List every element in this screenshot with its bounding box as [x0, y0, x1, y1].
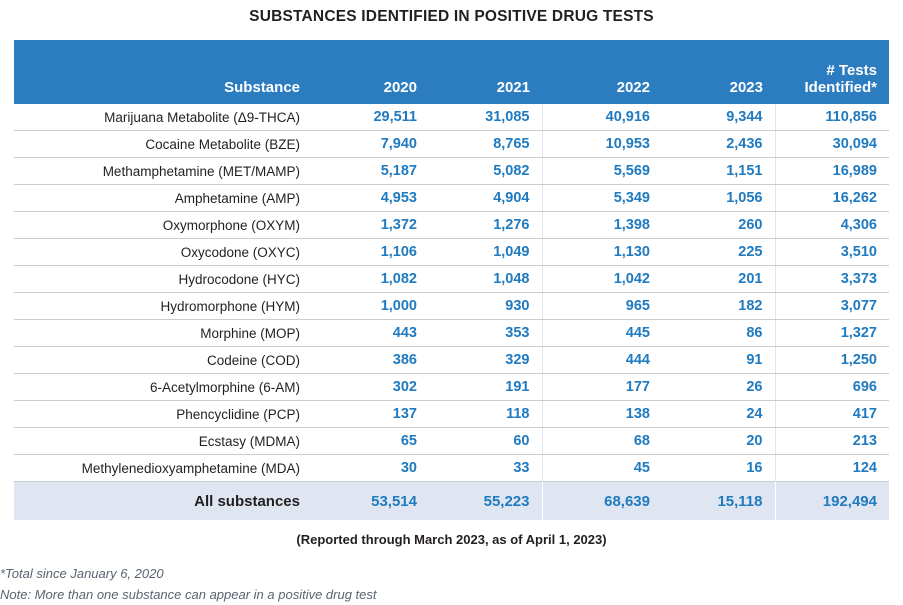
table-footer	[14, 482, 889, 521]
cell-substance: Methylenedioxyamphetamine (MDA)	[14, 455, 316, 482]
footnote-note: Note: More than one substance can appear in a positive drug test	[0, 587, 377, 602]
table-row	[14, 455, 889, 482]
table-row	[14, 131, 889, 158]
cell-total: 1,250	[775, 347, 889, 374]
cell-2021: 1,048	[429, 266, 542, 293]
cell-total: 3,077	[775, 293, 889, 320]
cell-2020: 5,187	[316, 158, 429, 185]
table-row	[14, 320, 889, 347]
table-header	[14, 40, 889, 104]
cell-2022: 177	[542, 374, 662, 401]
cell-total-2022: 68,639	[542, 482, 662, 521]
cell-2023: 9,344	[662, 104, 775, 131]
cell-2021: 191	[429, 374, 542, 401]
cell-2023: 20	[662, 428, 775, 455]
cell-2022: 965	[542, 293, 662, 320]
cell-2023: 86	[662, 320, 775, 347]
footnotes	[0, 532, 903, 605]
table-row	[14, 401, 889, 428]
cell-total: 3,510	[775, 239, 889, 266]
cell-total-label: All substances	[14, 482, 316, 521]
cell-2022: 45	[542, 455, 662, 482]
cell-2021: 8,765	[429, 131, 542, 158]
cell-2020: 29,511	[316, 104, 429, 131]
cell-substance: Hydrocodone (HYC)	[14, 266, 316, 293]
table-header-row	[14, 40, 889, 104]
cell-2023: 16	[662, 455, 775, 482]
table-row	[14, 347, 889, 374]
cell-2022: 1,130	[542, 239, 662, 266]
table-row	[14, 104, 889, 131]
cell-total: 30,094	[775, 131, 889, 158]
page-title: SUBSTANCES IDENTIFIED IN POSITIVE DRUG TESTS	[249, 8, 654, 25]
cell-2022: 40,916	[542, 104, 662, 131]
substances-table	[14, 40, 889, 520]
table-row	[14, 158, 889, 185]
cell-total-2023: 15,118	[662, 482, 775, 521]
cell-2020: 137	[316, 401, 429, 428]
cell-2020: 30	[316, 455, 429, 482]
cell-substance: Hydromorphone (HYM)	[14, 293, 316, 320]
cell-2022: 1,398	[542, 212, 662, 239]
cell-2021: 4,904	[429, 185, 542, 212]
cell-substance: Codeine (COD)	[14, 347, 316, 374]
table-row	[14, 266, 889, 293]
footnote-total-since: *Total since January 6, 2020	[0, 566, 164, 581]
table-container	[14, 40, 889, 520]
cell-2020: 443	[316, 320, 429, 347]
cell-2023: 201	[662, 266, 775, 293]
table-row	[14, 212, 889, 239]
cell-2021: 1,276	[429, 212, 542, 239]
cell-2021: 5,082	[429, 158, 542, 185]
column-header-2022: 2022	[616, 79, 650, 96]
cell-substance: 6-Acetylmorphine (6-AM)	[14, 374, 316, 401]
cell-2021: 118	[429, 401, 542, 428]
footnote-reported: (Reported through March 2023, as of April 1, 2023)	[296, 532, 607, 547]
cell-2022: 10,953	[542, 131, 662, 158]
cell-total: 124	[775, 455, 889, 482]
column-header-2021: 2021	[496, 79, 530, 96]
cell-substance: Oxycodone (OXYC)	[14, 239, 316, 266]
cell-total: 3,373	[775, 266, 889, 293]
cell-2020: 7,940	[316, 131, 429, 158]
cell-2023: 182	[662, 293, 775, 320]
table-row	[14, 374, 889, 401]
cell-2023: 1,151	[662, 158, 775, 185]
cell-total: 1,327	[775, 320, 889, 347]
cell-total-2020: 53,514	[316, 482, 429, 521]
cell-substance: Oxymorphone (OXYM)	[14, 212, 316, 239]
cell-substance: Cocaine Metabolite (BZE)	[14, 131, 316, 158]
cell-2022: 5,569	[542, 158, 662, 185]
table-row	[14, 428, 889, 455]
cell-2023: 260	[662, 212, 775, 239]
cell-2023: 26	[662, 374, 775, 401]
column-header-substance: Substance	[224, 79, 300, 96]
cell-2022: 138	[542, 401, 662, 428]
cell-2020: 65	[316, 428, 429, 455]
cell-2021: 329	[429, 347, 542, 374]
cell-2022: 5,349	[542, 185, 662, 212]
cell-substance: Methamphetamine (MET/MAMP)	[14, 158, 316, 185]
cell-2020: 1,372	[316, 212, 429, 239]
cell-substance: Amphetamine (AMP)	[14, 185, 316, 212]
column-header-tests-identified	[775, 40, 889, 104]
cell-2021: 60	[429, 428, 542, 455]
cell-total-2021: 55,223	[429, 482, 542, 521]
cell-total: 213	[775, 428, 889, 455]
column-header-tests-identified-line1: # Tests	[826, 62, 877, 79]
cell-2023: 225	[662, 239, 775, 266]
cell-2023: 24	[662, 401, 775, 428]
cell-total: 16,262	[775, 185, 889, 212]
cell-2020: 4,953	[316, 185, 429, 212]
cell-2023: 1,056	[662, 185, 775, 212]
cell-2020: 1,106	[316, 239, 429, 266]
cell-total-all: 192,494	[775, 482, 889, 521]
table-row	[14, 293, 889, 320]
cell-2020: 386	[316, 347, 429, 374]
cell-total: 696	[775, 374, 889, 401]
cell-2020: 1,082	[316, 266, 429, 293]
cell-substance: Ecstasy (MDMA)	[14, 428, 316, 455]
column-header-2020: 2020	[383, 79, 417, 96]
cell-2022: 68	[542, 428, 662, 455]
table-body	[14, 104, 889, 482]
cell-2021: 33	[429, 455, 542, 482]
cell-2021: 353	[429, 320, 542, 347]
table-row	[14, 185, 889, 212]
cell-total: 110,856	[775, 104, 889, 131]
cell-substance: Marijuana Metabolite (Δ9-THCA)	[14, 104, 316, 131]
cell-substance: Morphine (MOP)	[14, 320, 316, 347]
cell-total: 417	[775, 401, 889, 428]
cell-total: 4,306	[775, 212, 889, 239]
cell-2023: 91	[662, 347, 775, 374]
table-total-row	[14, 482, 889, 521]
cell-2022: 1,042	[542, 266, 662, 293]
cell-2020: 302	[316, 374, 429, 401]
cell-2021: 31,085	[429, 104, 542, 131]
cell-2023: 2,436	[662, 131, 775, 158]
column-header-tests-identified-line2: Identified*	[804, 79, 877, 96]
table-row	[14, 239, 889, 266]
cell-2021: 1,049	[429, 239, 542, 266]
cell-2022: 444	[542, 347, 662, 374]
column-header-2023: 2023	[729, 79, 763, 96]
cell-substance: Phencyclidine (PCP)	[14, 401, 316, 428]
footnote-notes	[0, 563, 903, 605]
cell-2022: 445	[542, 320, 662, 347]
cell-2021: 930	[429, 293, 542, 320]
cell-total: 16,989	[775, 158, 889, 185]
cell-2020: 1,000	[316, 293, 429, 320]
